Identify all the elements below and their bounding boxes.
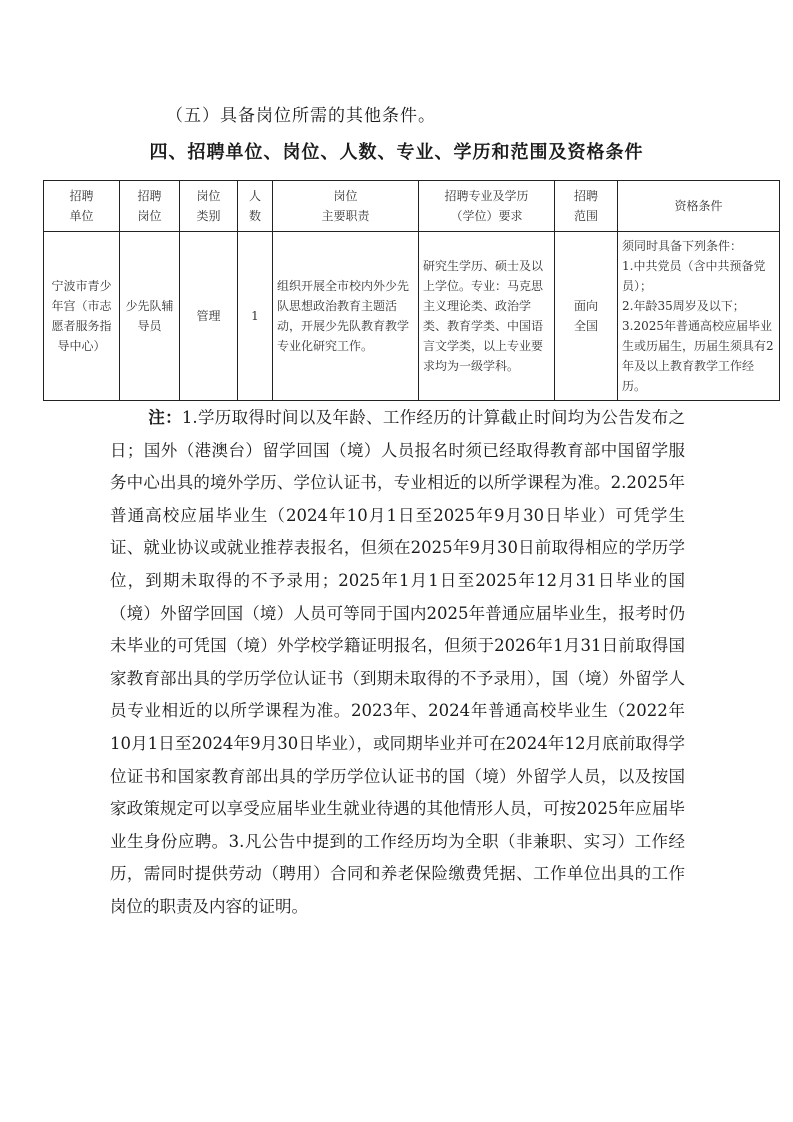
header-post: 招聘 岗位 [120,181,180,232]
recruitment-table [43,180,780,401]
cell-duty: 组织开展全市校内外少先队思想政治教育主题活动，开展少先队教育教学专业化研究工作。 [273,232,419,401]
note-label: 注： [148,408,182,427]
cell-scope: 面向 全国 [555,232,618,401]
header-count: 人 数 [238,181,273,232]
header-scope: 招聘 范围 [555,181,618,232]
cell-post: 少先队辅导员 [120,232,180,401]
cell-unit: 宁波市青少年宫（市志愿者服务指导中心） [44,232,120,401]
cell-category: 管理 [180,232,238,401]
section-four-heading: 四、招聘单位、岗位、人数、专业、学历和范围及资格条件 [149,142,644,163]
note-text: 1.学历取得时间以及年龄、工作经历的计算截止时间均为公告发布之日；国外（港澳台）留学回国（境）人员报名时须已经取得教育部中国留学服务中心出具的境外学历、学位认证书，专业相近的以所学课程为准。2.2025年普通高校应届毕业生（2024年10月1日至2025年9月30日毕业）可凭学生证、就业协议或就业推荐表报名，但须在2025年9月30日前取得相应的学历学位，到期未取得的不予录用；2025年1月1日至2025年12月31日毕业的国（境）外留学回国（境）人员可等同于国内2025年普通应届毕业生，报考时仍未毕业的可凭国（境）外学校学籍证明报名，但须于2026年1月31日前取得国家教育部出具的学历学位认证书（到期未取得的不予录用），国（境）外留学人员专业相近的以所学课程为准。2023年、2024年普通高校毕业生（2022年10月1日至2024年9月30日毕业），或同期毕业并可在2024年12月底前取得学位证书和国家教育部出具的学历学位认证书的国（境）外留学人员，以及按国家政策规定可以享受应届毕业生就业待遇的其他情形人员，可按2025年应届毕业生身份应聘。3.凡公告中提到的工作经历均为全职（非兼职、实习）工作经历，需同时提供劳动（聘用）合同和养老保险缴费凭据、工作单位出具的工作岗位的职责及内容的证明。 [110,408,686,916]
note-paragraph [110,402,685,924]
section-five-text: （五）具备岗位所需的其他条件。 [166,106,436,126]
header-qualification: 资格条件 [618,181,780,232]
table-header-row [44,181,780,232]
cell-count: 1 [238,232,273,401]
cell-qualification: 须同时具备下列条件： 1.中共党员（含中共预备党员）； 2.年龄35周岁及以下； 3.2025年普通高校应届毕业生或历届生，历届生须具有2年及以上教育教学工作经历。 [618,232,780,401]
header-category: 岗位 类别 [180,181,238,232]
header-major: 招聘专业及学历 （学位）要求 [419,181,555,232]
header-unit: 招聘 单位 [44,181,120,232]
header-duty: 岗位 主要职责 [273,181,419,232]
table-row [44,232,780,401]
cell-major: 研究生学历、硕士及以上学位。专业：马克思主义理论类、政治学类、教育学类、中国语言文学类，以上专业要求均为一级学科。 [419,232,555,401]
